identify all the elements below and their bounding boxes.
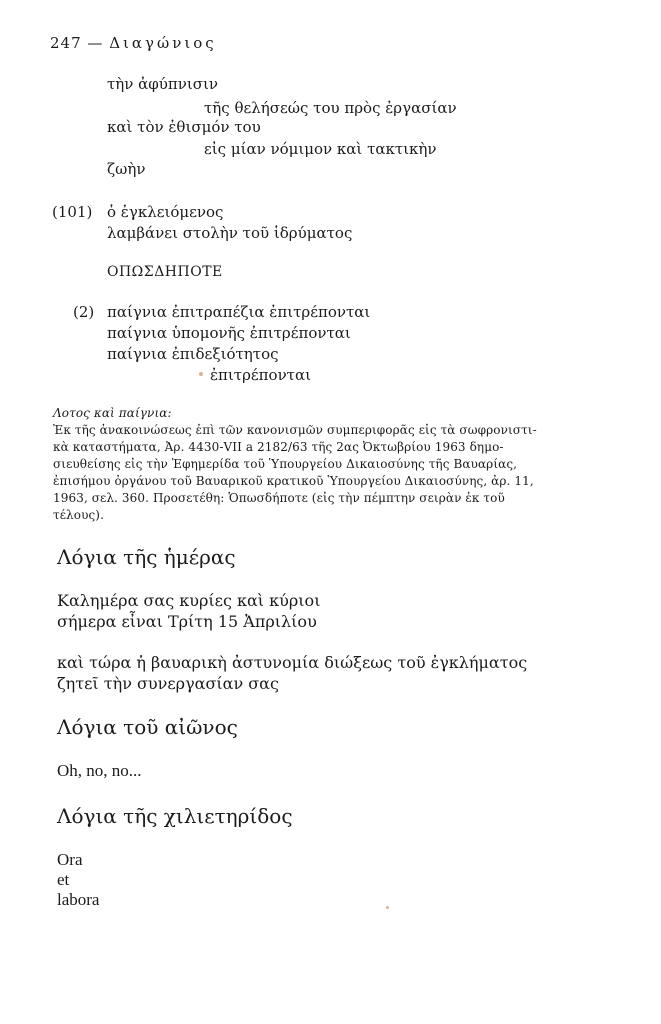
page-number: 247: [50, 34, 82, 52]
note-line: τέλους).: [53, 508, 104, 522]
page-header: [50, 34, 217, 52]
note-line: κὰ καταστήματα, Ἀρ. 4430-VII a 2182/63 τῆς 2ας Ὀκτωβρίου 1963 δημο-: [53, 440, 504, 454]
rule-2-line: παίγνια ὑπομονῆς ἐπιτρέπονται: [107, 324, 351, 342]
section-aeon-line: Oh, no, no...: [57, 761, 142, 780]
rule-2-line: παίγνια ἐπιδεξιότητος: [107, 345, 279, 363]
header-author: Διαγώνιος: [109, 34, 217, 52]
section-millennium-line: et: [57, 870, 70, 889]
note-line: 1963, σελ. 360. Προσετέθη: Ὁπωσδήποτε (εἰς τὴν πέμπτην σειρὰν ἐκ τοῦ: [53, 491, 505, 505]
section-aeon-heading: Λόγια τοῦ αἰῶνος: [57, 715, 238, 739]
rule-2-number: (2): [73, 303, 95, 321]
paper-speck: [386, 906, 389, 909]
section-day-line: Καλημέρα σας κυρίες καὶ κύριοι: [57, 591, 321, 610]
section-day-heading: Λόγια τῆς ἡμέρας: [57, 545, 236, 569]
poem-line: καὶ τὸν ἐθισμόν του: [107, 118, 261, 136]
note-line: σιευθείσης εἰς τὴν Ἐφημερίδα τοῦ Ὑπουργείου Δικαιοσύνης τῆς Βαυαρίας,: [53, 457, 518, 471]
section-millennium-line: Ora: [57, 850, 83, 869]
poem-line: ζωὴν: [107, 160, 146, 178]
rule-101-number: (101): [52, 203, 93, 221]
poem-line: τῆς θελήσεώς του πρὸς ἐργασίαν: [204, 99, 457, 117]
section-millennium-line: labora: [57, 890, 100, 909]
note-line: ἐπισήμου ὀργάνου τοῦ Βαυαρικοῦ κρατικοῦ Ὑπουργείου Δικαιοσύνης, ἀρ. 11,: [53, 474, 534, 488]
note-line: Ἐκ τῆς ἀνακοινώσεως ἐπὶ τῶν κανονισμῶν συμπεριφορᾶς εἰς τὰ σωφρονιστι-: [53, 423, 537, 437]
section-day-line: σήμερα εἶναι Τρίτη 15 Ἀπριλίου: [57, 612, 317, 631]
rule-2-line: παίγνια ἐπιτραπέζια ἐπιτρέπονται: [107, 303, 371, 321]
section-day-line: καὶ τώρα ἡ βαυαρικὴ ἀστυνομία διώξεως τοῦ ἐγκλήματος: [57, 653, 528, 672]
rule-101-line: λαμβάνει στολὴν τοῦ ἱδρύματος: [107, 224, 353, 242]
poem-line: εἰς μίαν νόμιμον καὶ τακτικὴν: [204, 140, 437, 158]
rule-101-line: ὁ ἐγκλειόμενος: [107, 203, 224, 221]
poem-line: τὴν ἀφύπνισιν: [107, 75, 219, 93]
header-dash: —: [87, 34, 104, 52]
opos-heading: ΟΠΩΣΔΗΠΟΤΕ: [107, 264, 223, 280]
ink-dot: [199, 372, 203, 376]
note-title: Λοτος καὶ παίγνια:: [53, 406, 172, 420]
section-millennium-heading: Λόγια τῆς χιλιετηρίδος: [57, 804, 293, 828]
rule-2-line: ἐπιτρέπονται: [210, 366, 311, 384]
section-day-line: ζητεῖ τὴν συνεργασίαν σας: [57, 674, 279, 693]
